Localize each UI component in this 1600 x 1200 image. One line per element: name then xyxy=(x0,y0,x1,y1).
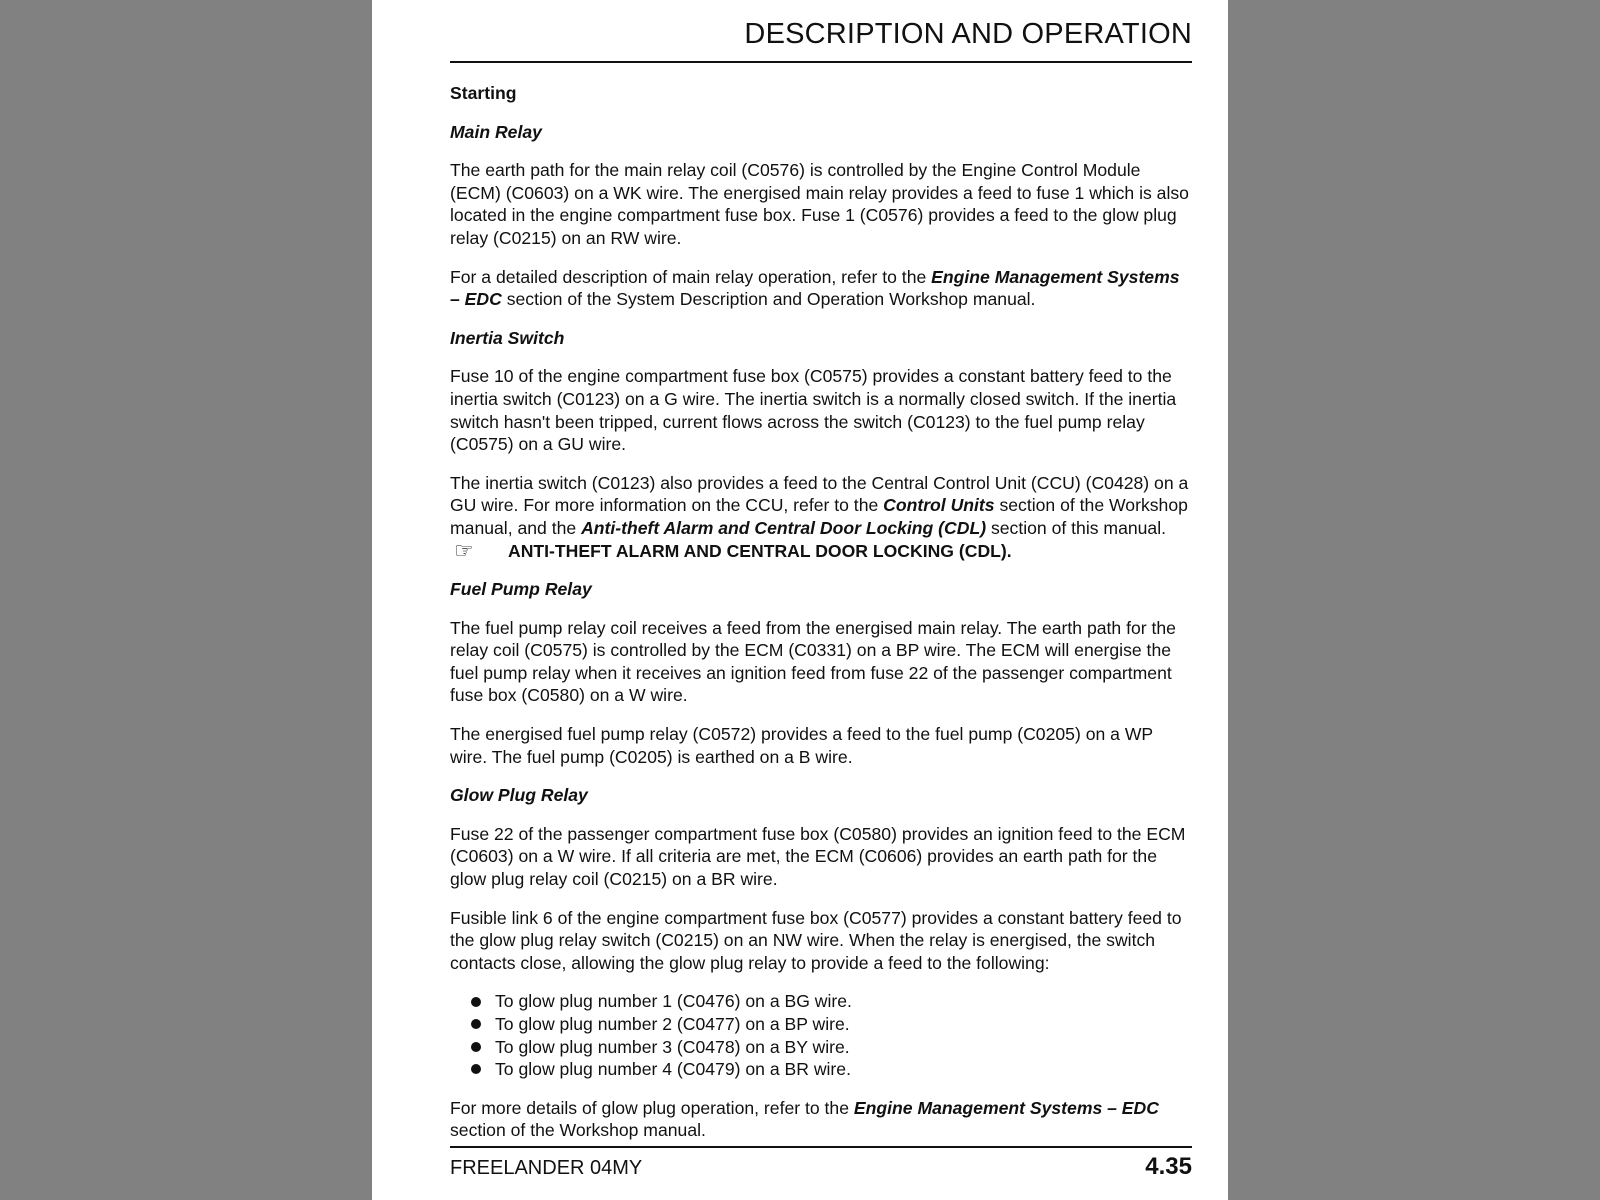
fuel-pump-relay-paragraph-2: The energised fuel pump relay (C0572) provides a feed to the fuel pump (C0205) on a WP wire. The fuel pump (C0205) is earthed on a B wire. xyxy=(450,724,1153,767)
page-number: 4.35 xyxy=(1145,1153,1192,1180)
inertia-p2-text-a: The inertia switch (C0123) also provides a feed to the Central Control Unit (CCU) (C0428) on a GU wire. For more information on the CCU, refer to the xyxy=(450,472,1189,516)
main-relay-paragraph-1: The earth path for the main relay coil (C0576) is controlled by the Engine Control Module (ECM) (C0603) on a WK wire. The energised main relay provides a feed to fuse 1 which is also located in the engine compartment fuse box. Fuse 1 (C0576) provides a feed to the glow plug relay (C0215) on an RW wire. xyxy=(450,160,1189,248)
manual-page xyxy=(372,0,1228,1200)
glow-plug-relay-paragraph-2: Fusible link 6 of the engine compartment fuse box (C0577) provides a constant battery feed to the glow plug relay switch (C0215) on an NW wire. When the relay is energised, the switch contacts close, allowing the glow plug relay to provide a feed to the following: xyxy=(450,907,1182,973)
section-title: Starting xyxy=(450,83,517,103)
glow-p3-text-end: section of the Workshop manual. xyxy=(450,1120,706,1141)
list-item xyxy=(450,1013,1194,1036)
glow-p3-text: For more details of glow plug operation, refer to the xyxy=(450,1097,854,1118)
list-item-text: To glow plug number 3 (C0478) on a BY wire. xyxy=(495,1036,850,1057)
list-item xyxy=(450,1036,1194,1059)
cdl-reference: Anti-theft Alarm and Central Door Locking (CDL) xyxy=(581,517,987,538)
list-item xyxy=(450,990,1194,1013)
inertia-p2-text-b: section of the Workshop manual, and the xyxy=(450,495,1188,538)
inertia-switch-paragraph-1: Fuse 10 of the engine compartment fuse box (C0575) provides a constant battery feed to the inertia switch (C0123) on a G wire. The inertia switch is a normally closed switch. If the inertia switch hasn't been tripped, current flows across the switch (C0123) to the fuel pump relay (C0575) on a GU wire. xyxy=(450,366,1177,455)
bullet-icon xyxy=(471,1042,481,1052)
inertia-switch-paragraph-2 xyxy=(450,472,1194,540)
see-reference-text: ANTI-THEFT ALARM AND CENTRAL DOOR LOCKING (CDL). xyxy=(508,540,1012,561)
fuel-pump-relay-paragraph-1: The fuel pump relay coil receives a feed from the energised main relay. The earth path for the relay coil (C0575) is controlled by the ECM (C0331) on a BP wire. The ECM will energise the fuel pump relay when it receives an ignition feed from fuse 22 of the passenger compartment fuse box (C0580) on a W wire. xyxy=(450,617,1176,706)
page-header-title: DESCRIPTION AND OPERATION xyxy=(744,18,1192,50)
control-units-reference: Control Units xyxy=(883,495,995,516)
main-relay-p2-text: For a detailed description of main relay operation, refer to the xyxy=(450,266,932,287)
list-item-text: To glow plug number 4 (C0479) on a BR wire. xyxy=(495,1059,851,1080)
bullet-icon xyxy=(471,1064,481,1074)
list-item-text: To glow plug number 2 (C0477) on a BP wire. xyxy=(495,1014,850,1034)
main-relay-paragraph-2 xyxy=(450,266,1194,311)
main-relay-p2-text-end: section of the System Description and Operation Workshop manual. xyxy=(501,289,1036,310)
inertia-p2-text-c: section of this manual. xyxy=(986,517,1167,538)
list-item-text: To glow plug number 1 (C0476) on a BG wire. xyxy=(495,991,852,1012)
glow-plug-relay-heading: Glow Plug Relay xyxy=(450,785,588,806)
page-body xyxy=(450,82,1194,1158)
bullet-icon xyxy=(471,1019,481,1029)
fuel-pump-relay-heading: Fuel Pump Relay xyxy=(450,579,592,600)
header-rule xyxy=(450,61,1192,63)
edc-reference: Engine Management Systems – EDC xyxy=(853,1097,1159,1118)
pointing-hand-icon: ☞ xyxy=(454,537,474,563)
inertia-switch-heading: Inertia Switch xyxy=(450,327,565,348)
main-relay-heading: Main Relay xyxy=(450,121,542,142)
list-item xyxy=(450,1058,1194,1081)
see-reference-line xyxy=(450,537,1194,563)
bullet-icon xyxy=(471,997,481,1007)
main-relay-reference: Engine Management Systems – EDC xyxy=(450,266,1180,310)
glow-plug-list xyxy=(450,990,1194,1080)
footer-rule xyxy=(450,1146,1192,1148)
glow-plug-relay-paragraph-1: Fuse 22 of the passenger compartment fuse box (C0580) provides an ignition feed to the ECM (C0603) on a W wire. If all criteria are met, the ECM (C0606) provides an earth path for the glow plug relay coil (C0215) on a BR wire. xyxy=(450,823,1186,890)
footer-model: FREELANDER 04MY xyxy=(450,1157,643,1179)
glow-plug-relay-paragraph-3 xyxy=(450,1097,1194,1142)
